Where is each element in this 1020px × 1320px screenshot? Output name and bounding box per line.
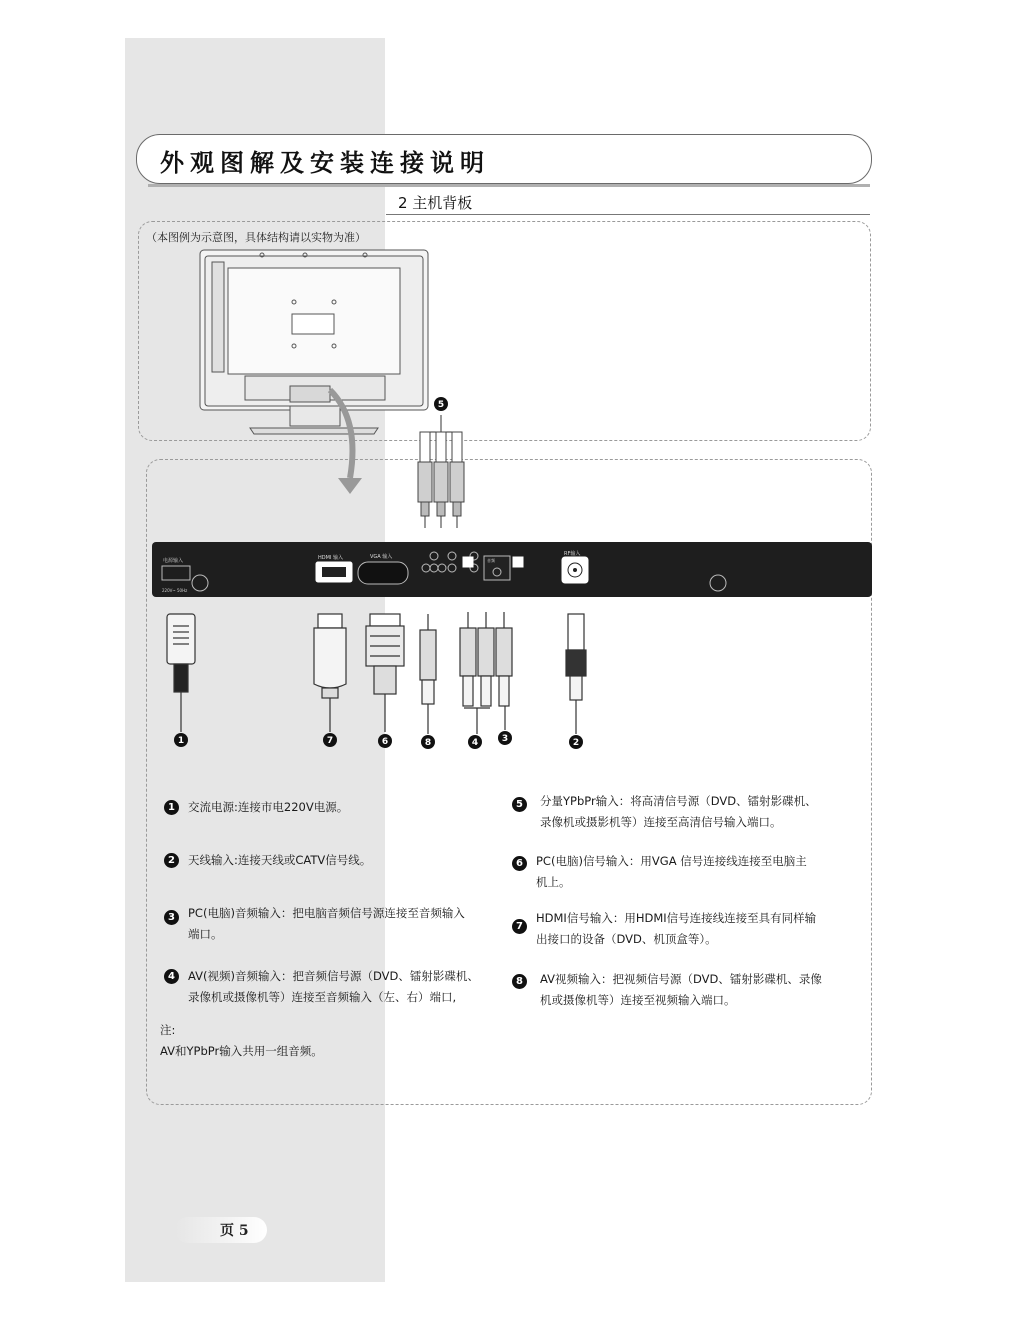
desc-8 bbox=[540, 969, 822, 1011]
desc-3-line1: PC(电脑)音频输入：把电脑音频信号源连接至音频输入 bbox=[188, 906, 465, 920]
desc-2 bbox=[188, 850, 371, 871]
section-title: 2 主机背板 bbox=[398, 194, 473, 212]
desc-4-line1: AV(视频)音频输入：把音频信号源（DVD、镭射影碟机、 bbox=[188, 969, 479, 983]
panel-label-hdmi: HDMI 输入 bbox=[318, 555, 343, 561]
desc-6-line1: PC(电脑)信号输入：用VGA 信号连接线连接至电脑主 bbox=[536, 854, 807, 868]
callout-6: 6 bbox=[381, 737, 389, 747]
desc-4-line2: 录像机或摄像机等）连接至音频输入（左、右）端口, bbox=[188, 990, 457, 1004]
panel-label-rf: RF输入 bbox=[564, 551, 581, 557]
page-title: 外观图解及安装连接说明 bbox=[160, 148, 490, 177]
desc-8-line2: 机或摄像机等）连接至视频输入端口。 bbox=[540, 993, 736, 1007]
desc-number-3: 3 bbox=[164, 910, 179, 925]
callout-1: 1 bbox=[177, 736, 185, 746]
desc-8-line1: AV视频输入：把视频信号源（DVD、镭射影碟机、录像 bbox=[540, 972, 822, 986]
desc-5-line1: 分量YPbPr输入：将高清信号源（DVD、镭射影碟机、 bbox=[540, 794, 817, 808]
desc-7 bbox=[536, 908, 816, 950]
audio-plugs bbox=[460, 612, 512, 734]
vga-plug bbox=[366, 614, 404, 732]
desc-number-6: 6 bbox=[512, 856, 527, 871]
rear-panel bbox=[152, 542, 872, 597]
panel-label-power-spec: 220V~ 50Hz bbox=[162, 588, 188, 593]
callout-5: 5 bbox=[437, 400, 445, 410]
callout-2: 2 bbox=[572, 738, 580, 748]
rf-plug bbox=[566, 614, 586, 734]
zoom-arrow-head bbox=[338, 478, 362, 494]
desc-1-text: 交流电源:连接市电220V电源。 bbox=[188, 800, 349, 814]
note-label: 注: bbox=[160, 1023, 176, 1037]
desc-7-line1: HDMI信号输入：用HDMI信号连接线连接至具有同样输 bbox=[536, 911, 817, 925]
hdmi-plug bbox=[314, 614, 346, 732]
panel-label-power: 电源输入 bbox=[163, 558, 184, 564]
callout-3: 3 bbox=[501, 734, 509, 744]
desc-number-4: 4 bbox=[164, 969, 179, 984]
ypbpr-cable bbox=[418, 415, 464, 528]
illustration-note: （本图例为示意图，具体结构请以实物为准） bbox=[146, 231, 366, 244]
desc-number-1: 1 bbox=[164, 800, 179, 815]
desc-3-line2: 端口。 bbox=[188, 927, 223, 941]
desc-5 bbox=[540, 791, 817, 833]
av-video-plug bbox=[420, 614, 436, 734]
panel-label-pc-audio: 音频 bbox=[487, 558, 495, 563]
desc-number-7: 7 bbox=[512, 919, 527, 934]
desc-number-8: 8 bbox=[512, 974, 527, 989]
desc-4 bbox=[188, 966, 479, 1008]
desc-7-line2: 出接口的设备（DVD、机顶盒等）。 bbox=[536, 932, 717, 946]
callout-7: 7 bbox=[326, 736, 334, 746]
desc-5-line2: 录像机或摄影机等）连接至高清信号输入端口。 bbox=[540, 815, 782, 829]
callout-8: 8 bbox=[424, 738, 432, 748]
note-text: AV和YPbPr输入共用一组音频。 bbox=[160, 1044, 323, 1058]
callout-4: 4 bbox=[471, 738, 479, 748]
tv-rear-illustration bbox=[200, 250, 428, 434]
panel-label-vga: VGA 输入 bbox=[370, 554, 393, 560]
desc-2-text: 天线输入:连接天线或CATV信号线。 bbox=[188, 853, 372, 867]
desc-3 bbox=[188, 903, 465, 945]
power-plug bbox=[167, 614, 195, 732]
desc-6-line2: 机上。 bbox=[536, 875, 571, 889]
desc-6 bbox=[536, 851, 807, 893]
page-number: 页 5 bbox=[220, 1223, 249, 1239]
desc-number-5: 5 bbox=[512, 797, 527, 812]
desc-1 bbox=[188, 797, 348, 818]
desc-number-2: 2 bbox=[164, 853, 179, 868]
